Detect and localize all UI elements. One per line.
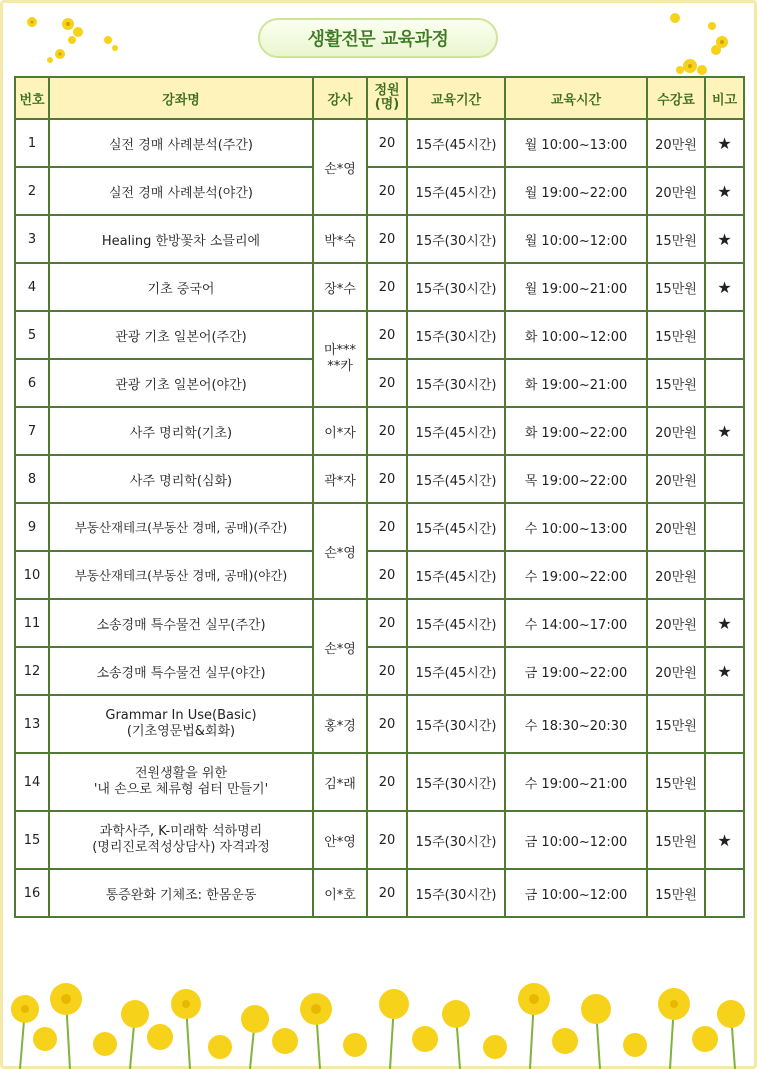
header-capacity-label: 정원(명)	[374, 83, 400, 112]
row-course-name: Healing 한방꽃차 소믈리에	[49, 215, 313, 263]
row-fee: 15만원	[647, 215, 705, 263]
row-no: 6	[15, 359, 49, 407]
row-period: 15주(30시간)	[407, 215, 505, 263]
row-note-star: ★	[705, 599, 744, 647]
table-row	[15, 263, 744, 311]
row-instructor: 안*영	[313, 811, 367, 869]
row-course-name: 기초 중국어	[49, 263, 313, 311]
row-period: 15주(45시간)	[407, 119, 505, 167]
row-note-star	[705, 753, 744, 811]
row-note-star	[705, 359, 744, 407]
row-note-star	[705, 503, 744, 551]
header-capacity	[367, 77, 407, 119]
row-instructor: 손*영	[313, 119, 367, 215]
row-instructor: 장*수	[313, 263, 367, 311]
flower-decoration-top-left	[20, 10, 130, 70]
row-period: 15주(30시간)	[407, 869, 505, 917]
row-fee: 20만원	[647, 167, 705, 215]
row-no: 10	[15, 551, 49, 599]
row-note-star: ★	[705, 407, 744, 455]
row-fee: 20만원	[647, 599, 705, 647]
table-row	[15, 167, 744, 215]
flower-field-icon	[0, 969, 757, 1069]
row-capacity: 20	[367, 407, 407, 455]
row-capacity: 20	[367, 503, 407, 551]
row-time: 화 10:00~12:00	[505, 311, 647, 359]
row-course-name: 통증완화 기체조: 한몸운동	[49, 869, 313, 917]
row-no: 7	[15, 407, 49, 455]
row-course-name: 사주 명리학(심화)	[49, 455, 313, 503]
row-period: 15주(30시간)	[407, 811, 505, 869]
row-fee: 15만원	[647, 311, 705, 359]
row-no: 14	[15, 753, 49, 811]
table-row	[15, 215, 744, 263]
row-capacity: 20	[367, 263, 407, 311]
row-time: 수 14:00~17:00	[505, 599, 647, 647]
row-course-name: 부동산재테크(부동산 경매, 공매)(주간)	[49, 503, 313, 551]
row-instructor: 마*** **카	[313, 311, 367, 407]
row-time: 화 19:00~21:00	[505, 359, 647, 407]
row-note-star: ★	[705, 119, 744, 167]
row-note-star: ★	[705, 167, 744, 215]
row-time: 수 18:30~20:30	[505, 695, 647, 753]
course-table	[14, 76, 745, 918]
row-period: 15주(45시간)	[407, 407, 505, 455]
row-capacity: 20	[367, 599, 407, 647]
row-instructor: 곽*자	[313, 455, 367, 503]
row-time: 금 10:00~12:00	[505, 811, 647, 869]
row-capacity: 20	[367, 167, 407, 215]
table-row	[15, 407, 744, 455]
header-instructor: 강사	[313, 77, 367, 119]
row-no: 9	[15, 503, 49, 551]
row-course-name: 전원생활을 위한 '내 손으로 체류형 쉼터 만들기'	[49, 753, 313, 811]
header-course-name: 강좌명	[49, 77, 313, 119]
row-capacity: 20	[367, 359, 407, 407]
row-period: 15주(30시간)	[407, 263, 505, 311]
row-capacity: 20	[367, 551, 407, 599]
row-fee: 20만원	[647, 119, 705, 167]
table-row	[15, 647, 744, 695]
row-capacity: 20	[367, 695, 407, 753]
row-course-name: 관광 기초 일본어(주간)	[49, 311, 313, 359]
table-row	[15, 599, 744, 647]
row-no: 2	[15, 167, 49, 215]
row-fee: 15만원	[647, 811, 705, 869]
row-no: 12	[15, 647, 49, 695]
row-capacity: 20	[367, 647, 407, 695]
row-capacity: 20	[367, 215, 407, 263]
row-fee: 15만원	[647, 359, 705, 407]
row-course-name: 소송경매 특수물건 실무(야간)	[49, 647, 313, 695]
row-note-star: ★	[705, 215, 744, 263]
row-period: 15주(45시간)	[407, 647, 505, 695]
page-title: 생활전문 교육과정	[258, 18, 498, 58]
row-time: 월 10:00~12:00	[505, 215, 647, 263]
row-time: 월 10:00~13:00	[505, 119, 647, 167]
row-instructor: 홍*경	[313, 695, 367, 753]
row-period: 15주(45시간)	[407, 551, 505, 599]
row-no: 13	[15, 695, 49, 753]
row-course-name: 사주 명리학(기초)	[49, 407, 313, 455]
row-note-star: ★	[705, 263, 744, 311]
row-no: 3	[15, 215, 49, 263]
row-note-star	[705, 311, 744, 359]
row-instructor: 박*숙	[313, 215, 367, 263]
row-no: 8	[15, 455, 49, 503]
row-note-star	[705, 551, 744, 599]
row-time: 수 19:00~21:00	[505, 753, 647, 811]
table-row	[15, 359, 744, 407]
row-time: 금 19:00~22:00	[505, 647, 647, 695]
row-course-name: 부동산재테크(부동산 경매, 공매)(야간)	[49, 551, 313, 599]
row-capacity: 20	[367, 119, 407, 167]
header-period: 교육기간	[407, 77, 505, 119]
row-instructor: 이*호	[313, 869, 367, 917]
row-period: 15주(30시간)	[407, 359, 505, 407]
row-fee: 15만원	[647, 263, 705, 311]
row-course-name: 소송경매 특수물건 실무(주간)	[49, 599, 313, 647]
row-period: 15주(30시간)	[407, 695, 505, 753]
row-course-name: 실전 경매 사례분석(야간)	[49, 167, 313, 215]
row-fee: 20만원	[647, 503, 705, 551]
header-time: 교육시간	[505, 77, 647, 119]
table-row	[15, 869, 744, 917]
row-course-name: Grammar In Use(Basic) (기초영문법&회화)	[49, 695, 313, 753]
row-note-star	[705, 455, 744, 503]
header-note: 비고	[705, 77, 744, 119]
row-time: 월 19:00~22:00	[505, 167, 647, 215]
row-capacity: 20	[367, 753, 407, 811]
row-fee: 15만원	[647, 695, 705, 753]
row-period: 15주(45시간)	[407, 455, 505, 503]
row-no: 4	[15, 263, 49, 311]
table-row	[15, 551, 744, 599]
header-no: 번호	[15, 77, 49, 119]
row-no: 1	[15, 119, 49, 167]
row-capacity: 20	[367, 811, 407, 869]
row-time: 금 10:00~12:00	[505, 869, 647, 917]
row-time: 목 19:00~22:00	[505, 455, 647, 503]
flower-field-decoration	[0, 969, 757, 1069]
table-row	[15, 811, 744, 869]
table-header-row	[15, 77, 744, 119]
row-fee: 15만원	[647, 753, 705, 811]
row-time: 월 19:00~21:00	[505, 263, 647, 311]
row-period: 15주(30시간)	[407, 311, 505, 359]
row-time: 화 19:00~22:00	[505, 407, 647, 455]
row-course-name: 관광 기초 일본어(야간)	[49, 359, 313, 407]
row-fee: 20만원	[647, 407, 705, 455]
row-capacity: 20	[367, 311, 407, 359]
row-period: 15주(45시간)	[407, 167, 505, 215]
row-instructor: 손*영	[313, 599, 367, 695]
row-fee: 20만원	[647, 551, 705, 599]
row-course-name: 실전 경매 사례분석(주간)	[49, 119, 313, 167]
row-period: 15주(45시간)	[407, 503, 505, 551]
row-no: 5	[15, 311, 49, 359]
row-note-star: ★	[705, 811, 744, 869]
flower-decoration-top-right	[650, 8, 740, 78]
table-row	[15, 695, 744, 753]
row-note-star	[705, 695, 744, 753]
row-course-name: 과학사주, K-미래학 석하명리 (명리진로적성상담사) 자격과정	[49, 811, 313, 869]
table-row	[15, 753, 744, 811]
row-capacity: 20	[367, 455, 407, 503]
row-note-star: ★	[705, 647, 744, 695]
row-fee: 20만원	[647, 647, 705, 695]
row-time: 수 10:00~13:00	[505, 503, 647, 551]
row-period: 15주(30시간)	[407, 753, 505, 811]
table-row	[15, 119, 744, 167]
row-fee: 15만원	[647, 869, 705, 917]
row-no: 15	[15, 811, 49, 869]
row-instructor: 김*래	[313, 753, 367, 811]
row-capacity: 20	[367, 869, 407, 917]
table-row	[15, 311, 744, 359]
row-period: 15주(45시간)	[407, 599, 505, 647]
row-time: 수 19:00~22:00	[505, 551, 647, 599]
row-note-star	[705, 869, 744, 917]
row-instructor: 이*자	[313, 407, 367, 455]
row-instructor: 손*영	[313, 503, 367, 599]
row-no: 11	[15, 599, 49, 647]
header-fee: 수강료	[647, 77, 705, 119]
table-row	[15, 455, 744, 503]
row-no: 16	[15, 869, 49, 917]
row-fee: 20만원	[647, 455, 705, 503]
table-row	[15, 503, 744, 551]
